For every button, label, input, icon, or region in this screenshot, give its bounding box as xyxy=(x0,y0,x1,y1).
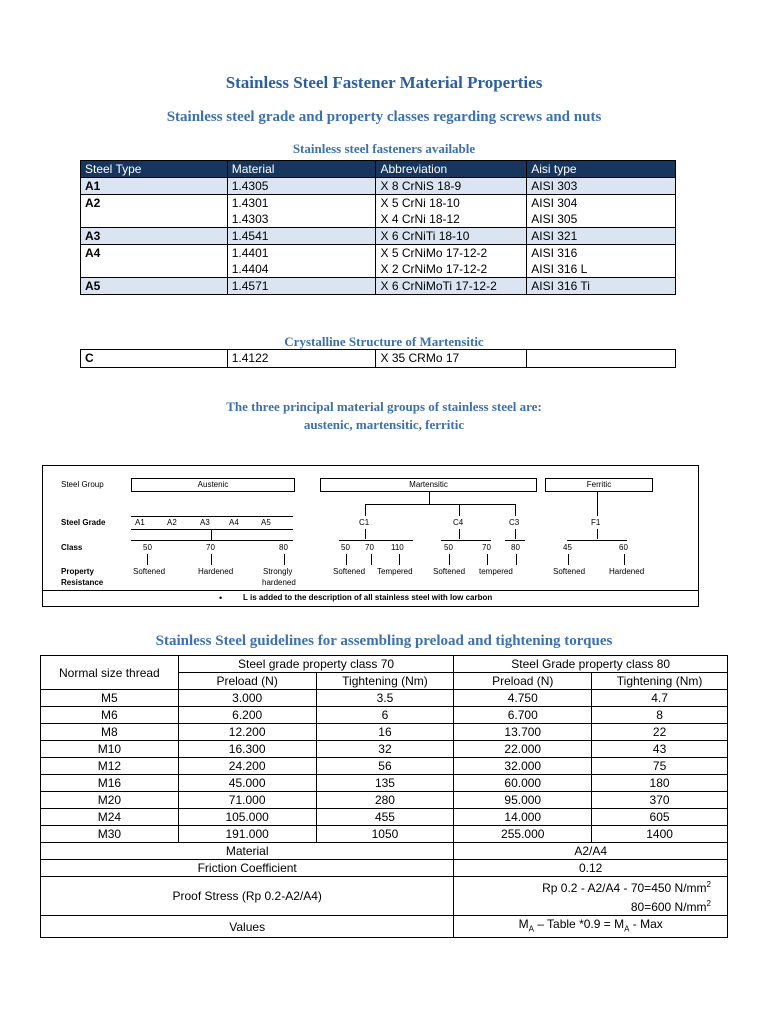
proof-line-1: Rp 0.2 - A2/A4 - 70=450 $N/mm^2$ xyxy=(542,880,711,895)
diagram-note: L is added to the description of all stainless steel with low carbon xyxy=(243,593,493,602)
cell: M5 xyxy=(41,690,179,707)
cell: 24.200 xyxy=(178,758,316,775)
table-header-row xyxy=(81,161,676,178)
table-row xyxy=(41,758,728,775)
table-row xyxy=(81,261,676,278)
grade-a1: A1 xyxy=(135,518,145,527)
cell: X 2 CrNiMo 17-12-2 xyxy=(376,261,527,278)
table-row xyxy=(41,809,728,826)
material-row xyxy=(41,843,728,860)
cell: A4 xyxy=(81,245,228,262)
fasteners-caption: Stainless steel fasteners available xyxy=(292,141,476,156)
header-thread: Normal size thread xyxy=(41,656,179,690)
label-class: Class xyxy=(61,543,83,552)
cell: 255.000 xyxy=(454,826,592,843)
group-austenic-box: Austenic xyxy=(131,478,295,492)
connector xyxy=(568,554,569,565)
cell: 3.5 xyxy=(316,690,454,707)
cell: 1.4303 xyxy=(227,211,376,228)
connector xyxy=(597,529,598,539)
connector xyxy=(211,554,212,565)
cell xyxy=(81,261,228,278)
cell: 135 xyxy=(316,775,454,792)
prop-tempered-2: tempered xyxy=(479,567,513,576)
table-row xyxy=(41,724,728,741)
martensitic-caption: Crystalline Structure of Martensitic xyxy=(284,334,484,349)
connector xyxy=(371,554,372,565)
prop-hardened-f: Hardened xyxy=(609,567,645,576)
cell: 1.4541 xyxy=(227,228,376,245)
connector xyxy=(365,529,366,539)
connector xyxy=(211,530,212,540)
cell: 22.000 xyxy=(454,741,592,758)
cell: 191.000 xyxy=(178,826,316,843)
cell: 16.300 xyxy=(178,741,316,758)
cell: AISI 305 xyxy=(527,211,676,228)
cell: 60.000 xyxy=(454,775,592,792)
header-class80: Steel Grade property class 80 xyxy=(454,656,728,673)
cell: AISI 304 xyxy=(527,195,676,212)
group-martensitic-box: Martensitic xyxy=(320,478,537,492)
header-class70: Steel grade property class 70 xyxy=(178,656,454,673)
connector xyxy=(515,504,516,516)
prop-strongly: Strongly xyxy=(263,567,293,576)
cell: 3.000 xyxy=(178,690,316,707)
cell: 1.4301 xyxy=(227,195,376,212)
page-subtitle: Stainless steel grade and property classes regarding screws and nuts xyxy=(166,109,602,125)
table-row xyxy=(41,775,728,792)
cell: 1400 xyxy=(592,826,728,843)
cell xyxy=(81,211,228,228)
header-preload-70: Preload (N) xyxy=(178,673,316,690)
grade-c3: C3 xyxy=(509,518,520,527)
cell: M20 xyxy=(41,792,179,809)
table-row xyxy=(41,792,728,809)
cell: 6.200 xyxy=(178,707,316,724)
grade-a5: A5 xyxy=(261,518,271,527)
groups-heading-line1: The three principal material groups of stainless steel are: xyxy=(226,399,542,414)
connector xyxy=(624,554,625,565)
cell: 13.700 xyxy=(454,724,592,741)
fasteners-table xyxy=(80,160,676,295)
connector xyxy=(567,540,627,541)
proof-line-2: 80=600 $N/mm^2$ xyxy=(630,899,711,914)
cell: AISI 321 xyxy=(527,228,676,245)
cell: X 4 CrNi 18-12 xyxy=(376,211,527,228)
groups-heading-line2: austenic, martensitic, ferritic xyxy=(303,417,465,432)
cell: AISI 316 Ti xyxy=(527,278,676,295)
cell: C xyxy=(81,350,228,368)
cell: 1050 xyxy=(316,826,454,843)
grade-a3: A3 xyxy=(200,518,210,527)
cell: X 6 CrNiTi 18-10 xyxy=(376,228,527,245)
cell: 12.200 xyxy=(178,724,316,741)
prop-softened: Softened xyxy=(133,567,166,576)
c4-class-70: 70 xyxy=(482,543,491,552)
cell: 6.700 xyxy=(454,707,592,724)
table-row xyxy=(41,707,728,724)
header-torque-80: Tightening (Nm) xyxy=(592,673,728,690)
cell: 605 xyxy=(592,809,728,826)
cell: 16 xyxy=(316,724,454,741)
cell: A1 xyxy=(81,178,228,195)
grade-c1: C1 xyxy=(359,518,370,527)
connector xyxy=(365,504,366,516)
values-formula: $M_A$ – Table $*0.9 = M_A$ - Max xyxy=(454,916,728,938)
steel-group-diagram xyxy=(42,465,699,607)
class-80: 80 xyxy=(279,543,288,552)
cell: M8 xyxy=(41,724,179,741)
cell: M12 xyxy=(41,758,179,775)
grade-f1: F1 xyxy=(591,518,601,527)
cell xyxy=(527,350,676,368)
cell: X 5 CrNi 18-10 xyxy=(376,195,527,212)
connector xyxy=(459,504,460,516)
connector xyxy=(365,504,515,505)
cell: 4.750 xyxy=(454,690,592,707)
table-row xyxy=(81,195,676,212)
proof-label: Proof Stress (Rp 0.2-A2/A4) xyxy=(41,877,454,916)
torque-caption: Stainless Steel guidelines for assembling preload and tightening torques xyxy=(155,633,613,649)
proof-value xyxy=(454,877,728,916)
cell: M30 xyxy=(41,826,179,843)
cell: M16 xyxy=(41,775,179,792)
prop-hardened: Hardened xyxy=(198,567,234,576)
label-steel-group: Steel Group xyxy=(61,480,104,489)
grade-c4: C4 xyxy=(453,518,464,527)
cell: 455 xyxy=(316,809,454,826)
cell: M10 xyxy=(41,741,179,758)
cell: A2 xyxy=(81,195,228,212)
cell: 180 xyxy=(592,775,728,792)
cell: 1.4571 xyxy=(227,278,376,295)
torque-table xyxy=(40,655,728,938)
connector xyxy=(597,492,598,516)
cell: 1.4404 xyxy=(227,261,376,278)
c1-class-50: 50 xyxy=(341,543,350,552)
cell: 1.4305 xyxy=(227,178,376,195)
header-abbreviation: Abbreviation xyxy=(376,161,527,178)
header-material: Material xyxy=(227,161,376,178)
cell: 56 xyxy=(316,758,454,775)
class-70: 70 xyxy=(206,543,215,552)
cell: 32 xyxy=(316,741,454,758)
connector xyxy=(516,554,517,565)
c1-class-110: 110 xyxy=(391,543,404,552)
prop-softened-m2: Softened xyxy=(433,567,466,576)
cell: 4.7 xyxy=(592,690,728,707)
connector xyxy=(487,554,488,565)
cell: 75 xyxy=(592,758,728,775)
connector xyxy=(131,540,293,541)
cell: M6 xyxy=(41,707,179,724)
grade-a4: A4 xyxy=(229,518,239,527)
connector xyxy=(429,492,430,504)
f1-class-60: 60 xyxy=(619,543,628,552)
cell: 45.000 xyxy=(178,775,316,792)
friction-label: Friction Coefficient xyxy=(41,860,454,877)
header-torque-70: Tightening (Nm) xyxy=(316,673,454,690)
cell: 14.000 xyxy=(454,809,592,826)
cell: A3 xyxy=(81,228,228,245)
friction-value: 0.12 xyxy=(454,860,728,877)
connector xyxy=(441,540,491,541)
f1-class-45: 45 xyxy=(563,543,572,552)
prop-hardened-2: hardened xyxy=(262,578,296,587)
page-title: Stainless Steel Fastener Material Properties xyxy=(225,73,543,92)
connector xyxy=(346,554,347,565)
connector xyxy=(505,540,525,541)
cell: 6 xyxy=(316,707,454,724)
cell: 1.4122 xyxy=(227,350,376,368)
martensitic-table xyxy=(80,349,676,368)
table-row xyxy=(41,826,728,843)
cell: X 6 CrNiMoTi 17-12-2 xyxy=(376,278,527,295)
connector xyxy=(459,529,460,539)
table-row xyxy=(41,690,728,707)
c4-class-50: 50 xyxy=(444,543,453,552)
cell: 8 xyxy=(592,707,728,724)
cell: 43 xyxy=(592,741,728,758)
group-ferritic-box: Ferritic xyxy=(545,478,653,492)
table-row xyxy=(81,178,676,195)
header-steel-type: Steel Type xyxy=(81,161,228,178)
connector xyxy=(449,554,450,565)
material-value: A2/A4 xyxy=(454,843,728,860)
table-header-row xyxy=(41,656,728,673)
table-row xyxy=(41,741,728,758)
proof-row xyxy=(41,877,728,916)
table-row xyxy=(81,278,676,295)
cell: AISI 316 xyxy=(527,245,676,262)
cell: 280 xyxy=(316,792,454,809)
label-steel-grade: Steel Grade xyxy=(61,518,106,527)
connector xyxy=(284,554,285,565)
class-50: 50 xyxy=(143,543,152,552)
diagram-note-row xyxy=(43,590,698,605)
c3-class-80: 80 xyxy=(511,543,520,552)
label-property: Property xyxy=(61,567,94,576)
connector xyxy=(399,554,400,565)
cell: X 5 CrNiMo 17-12-2 xyxy=(376,245,527,262)
grade-a2: A2 xyxy=(167,518,177,527)
table-row xyxy=(81,245,676,262)
cell: 71.000 xyxy=(178,792,316,809)
cell: M24 xyxy=(41,809,179,826)
table-row xyxy=(81,211,676,228)
cell: AISI 303 xyxy=(527,178,676,195)
connector xyxy=(147,554,148,565)
c1-class-70: 70 xyxy=(365,543,374,552)
cell: 105.000 xyxy=(178,809,316,826)
prop-softened-m: Softened xyxy=(333,567,366,576)
cell: X 8 CrNiS 18-9 xyxy=(376,178,527,195)
cell: 32.000 xyxy=(454,758,592,775)
prop-softened-f: Softened xyxy=(553,567,586,576)
values-row xyxy=(41,916,728,938)
material-label: Material xyxy=(41,843,454,860)
table-row xyxy=(81,228,676,245)
cell: X 35 CRMo 17 xyxy=(376,350,527,368)
label-resistance: Resistance xyxy=(61,578,104,587)
cell: 1.4401 xyxy=(227,245,376,262)
values-label: Values xyxy=(41,916,454,938)
prop-tempered: Tempered xyxy=(377,567,413,576)
cell: AISI 316 L xyxy=(527,261,676,278)
header-aisi: Aisi type xyxy=(527,161,676,178)
header-preload-80: Preload (N) xyxy=(454,673,592,690)
connector xyxy=(131,516,293,517)
table-row xyxy=(81,350,676,368)
connector xyxy=(131,529,293,530)
cell: 95.000 xyxy=(454,792,592,809)
note-bullet: • xyxy=(219,593,223,603)
friction-row xyxy=(41,860,728,877)
cell: 22 xyxy=(592,724,728,741)
cell: A5 xyxy=(81,278,228,295)
cell: 370 xyxy=(592,792,728,809)
connector xyxy=(515,529,516,539)
connector xyxy=(339,540,413,541)
